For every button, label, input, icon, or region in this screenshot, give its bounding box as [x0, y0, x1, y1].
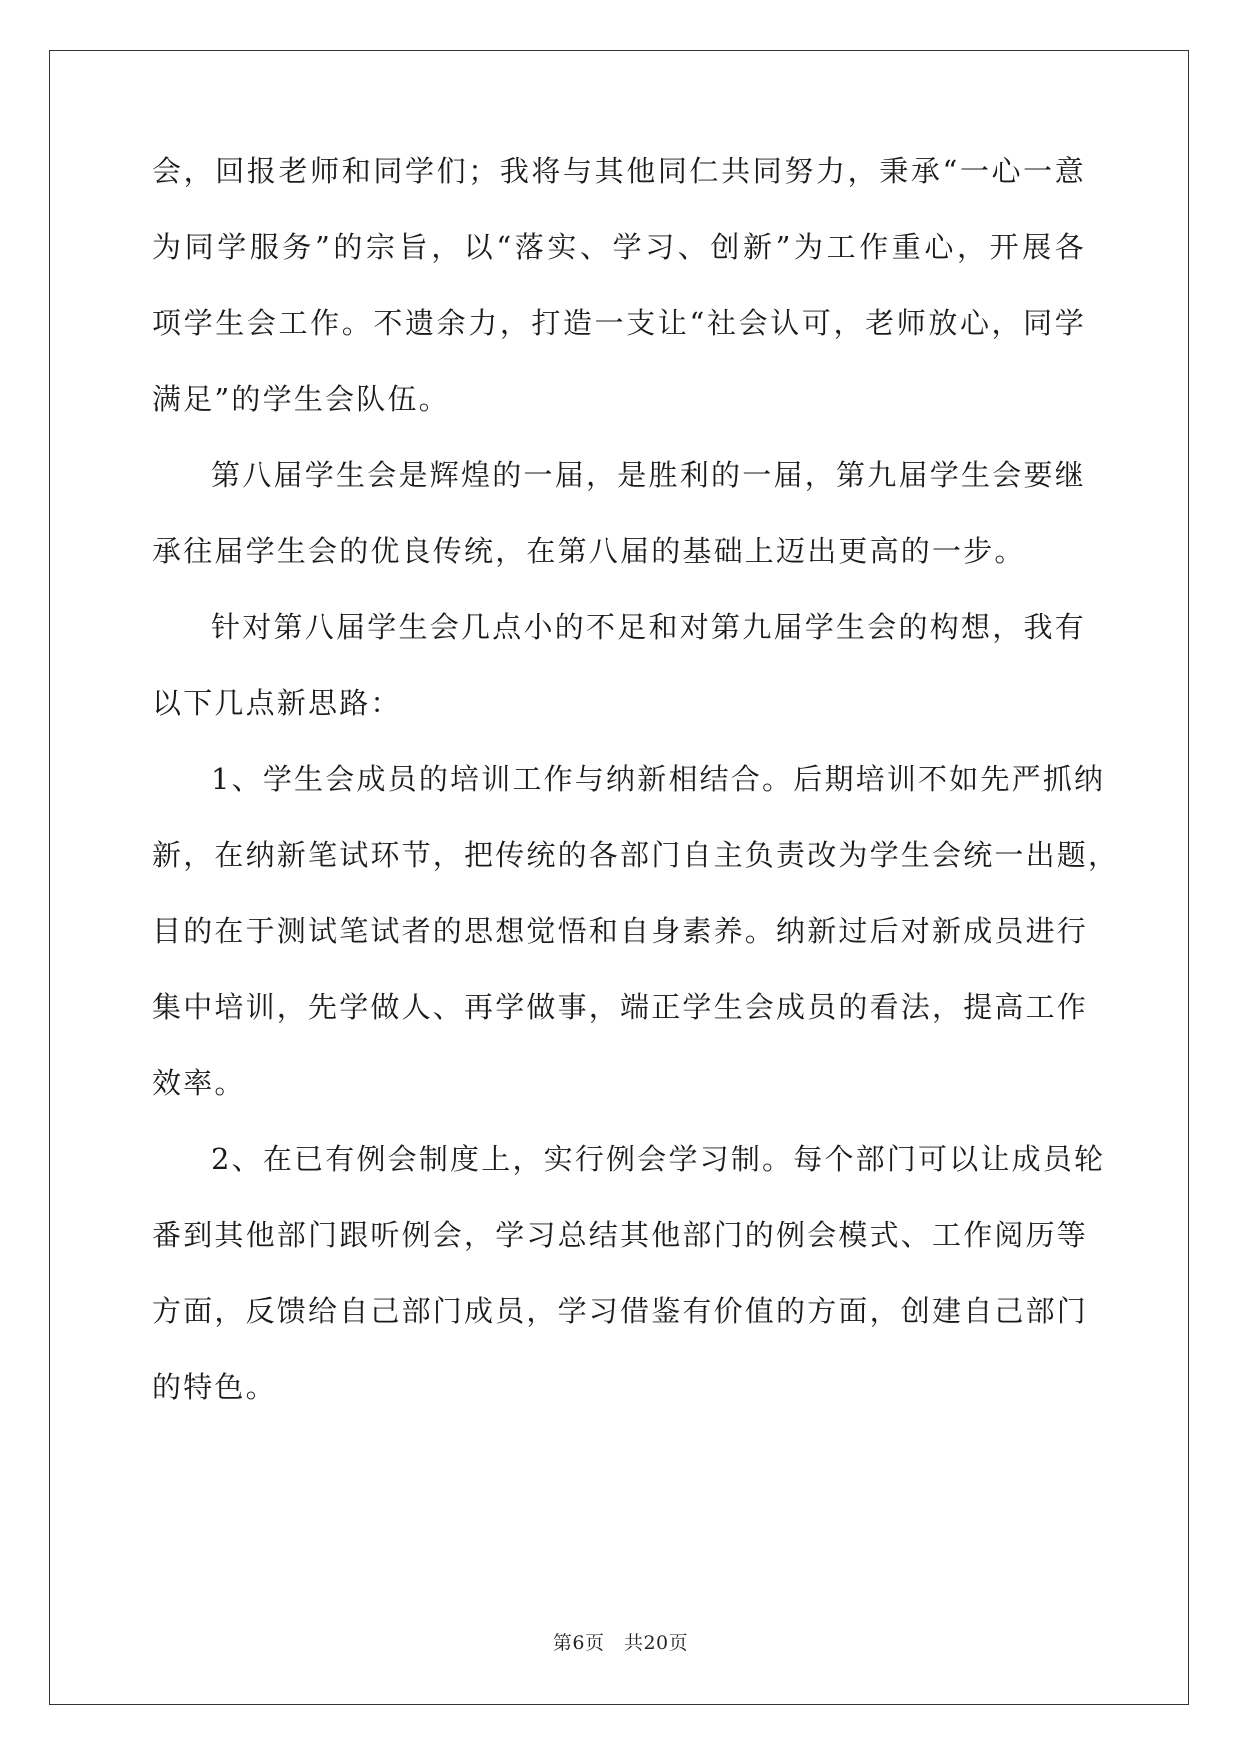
paragraph-line: 的特色。: [152, 1370, 277, 1404]
paragraph-line: 1、学生会成员的培训工作与纳新相结合。后期培训不如先严抓纳: [211, 762, 1106, 796]
paragraph-line: 目的在于测试笔试者的思想觉悟和自身素养。纳新过后对新成员进行: [152, 914, 1089, 948]
paragraph-line: 新，在纳新笔试环节，把传统的各部门自主负责改为学生会统一出题，: [152, 838, 1120, 872]
page-indicator: 第6页 共20页: [552, 1632, 689, 1654]
paragraph-line: 针对第八届学生会几点小的不足和对第九届学生会的构想，我有: [211, 610, 1086, 644]
paragraph-line: 满足”的学生会队伍。: [152, 382, 450, 416]
paragraph-line: 会，回报老师和同学们；我将与其他同仁共同努力，秉承“一心一意: [152, 154, 1086, 188]
paragraph-line: 效率。: [152, 1066, 246, 1100]
paragraph-line: 项学生会工作。不遗余力，打造一支让“社会认可，老师放心，同学: [152, 306, 1086, 340]
paragraph-line: 方面，反馈给自己部门成员，学习借鉴有价值的方面，创建自己部门: [152, 1294, 1089, 1328]
paragraph-line: 集中培训，先学做人、再学做事，端正学生会成员的看法，提高工作: [152, 990, 1089, 1024]
paragraph-line: 承往届学生会的优良传统，在第八届的基础上迈出更高的一步。: [152, 534, 1026, 568]
paragraph-line: 第八届学生会是辉煌的一届，是胜利的一届，第九届学生会要继: [211, 458, 1086, 492]
paragraph-line: 番到其他部门跟听例会，学习总结其他部门的例会模式、工作阅历等: [152, 1218, 1089, 1252]
paragraph-line: 为同学服务”的宗旨，以“落实、学习、创新”为工作重心，开展各: [152, 230, 1086, 264]
paragraph-line: 2、在已有例会制度上，实行例会学习制。每个部门可以让成员轮: [211, 1142, 1106, 1176]
paragraph-line: 以下几点新思路：: [152, 686, 402, 720]
